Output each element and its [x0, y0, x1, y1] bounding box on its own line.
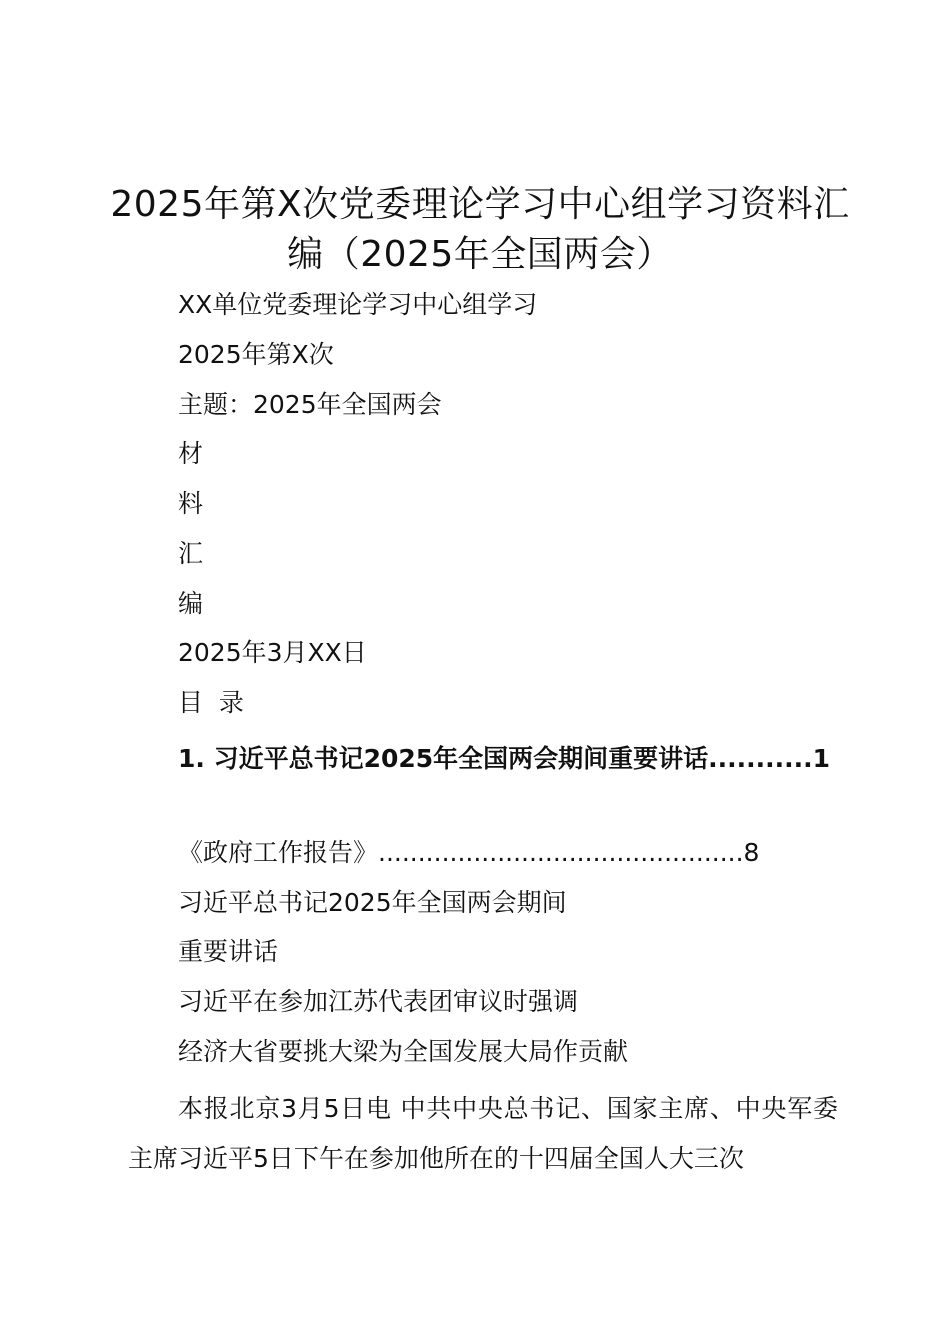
toc-heading: 目 录: [178, 688, 244, 717]
vertical-char: 材: [178, 439, 204, 468]
theme-line: 主题：2025年全国两会: [178, 390, 442, 419]
unit-line: XX单位党委理论学习中心组学习: [178, 290, 538, 319]
toc-item[interactable]: 《政府工作报告》..............................................8: [178, 838, 760, 867]
body-paragraph: 本报北京3月5日电 中共中央总书记、国家主席、中央军委主席习近平5日下午在参加他所在的十四届全国人大三次: [128, 1094, 838, 1173]
vertical-char: 编: [178, 589, 204, 618]
session-line: 2025年第X次: [178, 340, 334, 369]
section-heading: 重要讲话: [178, 937, 279, 966]
toc-item[interactable]: 1. 习近平总书记2025年全国两会期间重要讲话...........1: [178, 744, 831, 773]
vertical-char: 料: [178, 489, 204, 518]
article-title: 经济大省要挑大梁为全国发展大局作贡献: [178, 1037, 629, 1066]
article-title: 习近平在参加江苏代表团审议时强调: [178, 987, 579, 1016]
date-line: 2025年3月XX日: [178, 638, 367, 667]
section-heading: 习近平总书记2025年全国两会期间: [178, 888, 567, 917]
vertical-char: 汇: [178, 539, 204, 568]
document-title: 2025年第X次党委理论学习中心组学习资料汇编（2025年全国两会）: [110, 184, 850, 275]
